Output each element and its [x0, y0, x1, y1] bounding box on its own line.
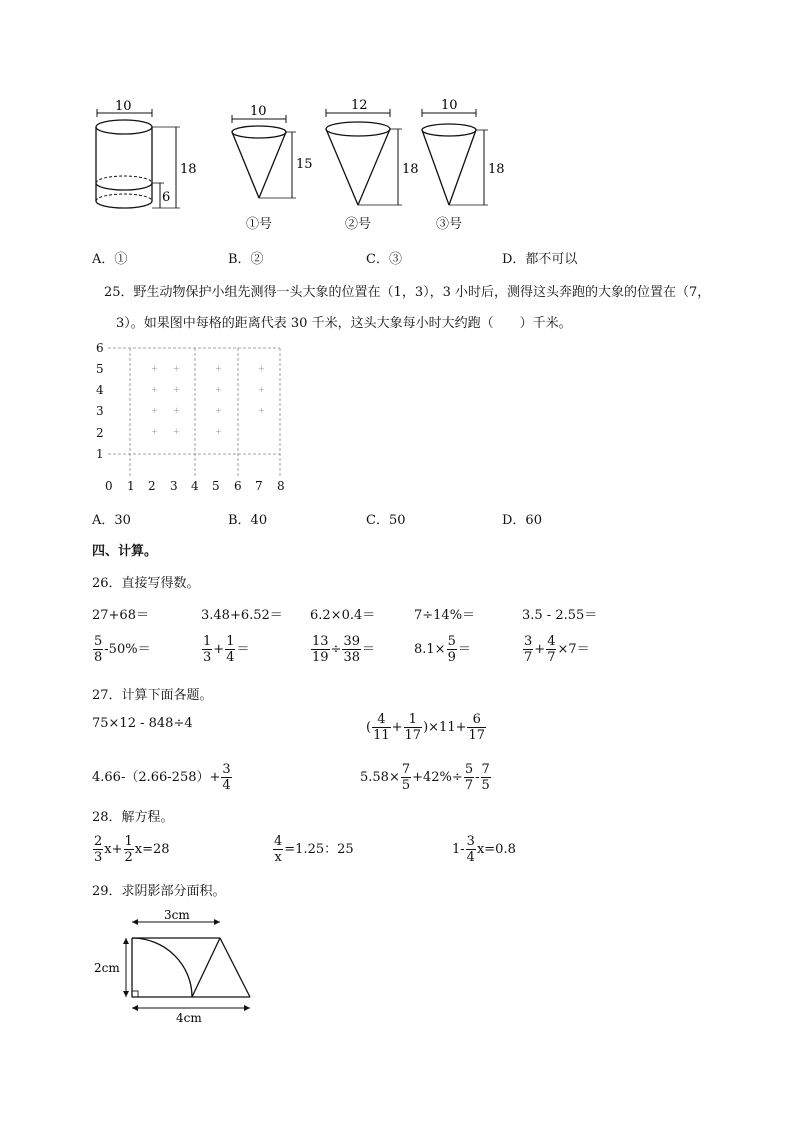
x-label-2: 2 — [148, 479, 156, 493]
svg-text:+: + — [215, 406, 222, 415]
q27-expr-1: 75×12 - 848÷4 — [92, 716, 193, 731]
cone-3-height: 18 — [488, 162, 505, 177]
q28-eq-2: $\frac{4}{x}$ =1.25：25 — [274, 834, 354, 865]
q25-option-a[interactable]: A．30 — [92, 513, 131, 528]
cone-2-figure — [326, 109, 402, 205]
y-label-2: 2 — [96, 426, 104, 440]
cone-3-diameter: 10 — [441, 98, 458, 113]
x-label-5: 5 — [212, 479, 220, 493]
q29-figure — [94, 910, 264, 1025]
cone-1-height: 15 — [296, 157, 313, 172]
cone-2-diameter: 12 — [351, 98, 368, 113]
svg-text:+: + — [173, 406, 180, 415]
y-label-4: 4 — [96, 383, 104, 397]
q24-option-d[interactable]: D．都不可以 — [502, 252, 578, 267]
y-label-1: 1 — [96, 447, 104, 461]
q28-eq-1: $\frac{2}{3}$ x+ $\frac{1}{2}$ x=28 — [94, 834, 170, 865]
q26-r2-d: 8.1× $\frac{5}{9}$ ＝ — [414, 634, 471, 665]
x-label-1: 1 — [127, 479, 135, 493]
svg-text:+: + — [173, 364, 180, 373]
q25-option-b[interactable]: B．40 — [228, 513, 268, 528]
x-label-4: 4 — [191, 479, 199, 493]
q29-top-label: 3cm — [164, 910, 190, 922]
q25-grid — [88, 338, 298, 498]
svg-text:+: + — [215, 427, 222, 436]
svg-text:+: + — [151, 406, 158, 415]
cone-1-figure — [232, 115, 296, 198]
q29-title: 29．求阴影部分面积。 — [92, 884, 226, 899]
q27-title: 27．计算下面各题。 — [92, 688, 213, 703]
svg-text:+: + — [151, 364, 158, 373]
q26-r1-b: 3.48+6.52＝ — [201, 608, 283, 623]
x-label-6: 6 — [234, 479, 242, 493]
q27-expr-3: 4.66-（2.66-258）+ $\frac{3}{4}$ — [92, 762, 231, 793]
q25-option-c[interactable]: C．50 — [366, 513, 406, 528]
cylinder-water-height: 6 — [162, 190, 171, 205]
q26-r1-a: 27+68＝ — [92, 608, 149, 623]
q29-bottom-label: 4cm — [176, 1011, 202, 1025]
q25-line-1: 25．野生动物保护小组先测得一头大象的位置在（1，3），3 小时后，测得这头奔跑的大象的位置在（7， — [104, 285, 711, 300]
svg-text:+: + — [151, 385, 158, 394]
grid-y-labels — [96, 341, 104, 461]
q26-r2-e: $\frac{3}{7}$ + $\frac{4}{7}$ ×7＝ — [524, 634, 590, 665]
grid-x-labels — [105, 479, 285, 493]
cone-1-label: ①号 — [246, 217, 273, 232]
svg-text:+: + — [151, 427, 158, 436]
q28-title: 28．解方程。 — [92, 810, 174, 825]
svg-text:+: + — [215, 385, 222, 394]
q24-option-a[interactable]: A．① — [92, 252, 128, 267]
q26-r2-b: $\frac{1}{3}$ + $\frac{1}{4}$ ＝ — [203, 634, 250, 665]
q27-expr-2: ( $\frac{4}{11}$ + $\frac{1}{17}$ )×11+ $\frac{6}{17}$ — [366, 712, 486, 743]
q25-line-2: 3）。如果图中每格的距离代表 30 千米，这头大象每小时大约跑（ ）千米。 — [116, 316, 572, 331]
cone-2-label: ②号 — [345, 217, 372, 232]
cone-2-height: 18 — [402, 162, 419, 177]
q26-r1-e: 3.5 - 2.55＝ — [522, 608, 598, 623]
svg-text:+: + — [215, 364, 222, 373]
x-label-3: 3 — [170, 479, 178, 493]
q24-option-b[interactable]: B．② — [228, 252, 264, 267]
q27-expr-4: 5.58× $\frac{7}{5}$ +42%÷ $\frac{5}{7}$ - $\frac{7}{5}$ — [360, 762, 490, 793]
svg-text:+: + — [173, 385, 180, 394]
y-label-3: 3 — [96, 404, 104, 418]
y-label-6: 6 — [96, 341, 104, 355]
cylinder-height: 18 — [180, 162, 197, 177]
svg-text:+: + — [258, 406, 265, 415]
cylinder-diameter: 10 — [115, 99, 132, 114]
q25-option-d[interactable]: D．60 — [502, 513, 542, 528]
svg-text:+: + — [258, 364, 265, 373]
q26-r2-c: $\frac{13}{19}$ ÷ $\frac{39}{38}$ ＝ — [312, 634, 376, 665]
q24-option-c[interactable]: C．③ — [366, 252, 402, 267]
svg-text:+: + — [173, 427, 180, 436]
x-label-8: 8 — [277, 479, 285, 493]
q26-r1-c: 6.2×0.4＝ — [310, 608, 376, 623]
q26-title: 26．直接写得数。 — [92, 576, 200, 591]
cone-3-label: ③号 — [436, 217, 463, 232]
q26-r1-d: 7÷14%＝ — [414, 608, 476, 623]
x-label-7: 7 — [255, 479, 263, 493]
section-4-heading: 四、计算。 — [92, 544, 158, 559]
q28-eq-3: 1- $\frac{3}{4}$ x=0.8 — [452, 834, 516, 865]
q26-r2-a: $\frac{5}{8}$ -50%＝ — [94, 634, 151, 665]
y-label-5: 5 — [96, 362, 104, 376]
q29-left-label: 2cm — [94, 961, 120, 975]
cone-3-figure — [422, 109, 488, 205]
x-label-0: 0 — [105, 479, 113, 493]
cone-1-diameter: 10 — [250, 104, 267, 119]
svg-text:+: + — [258, 385, 265, 394]
q24-figures — [80, 95, 520, 240]
